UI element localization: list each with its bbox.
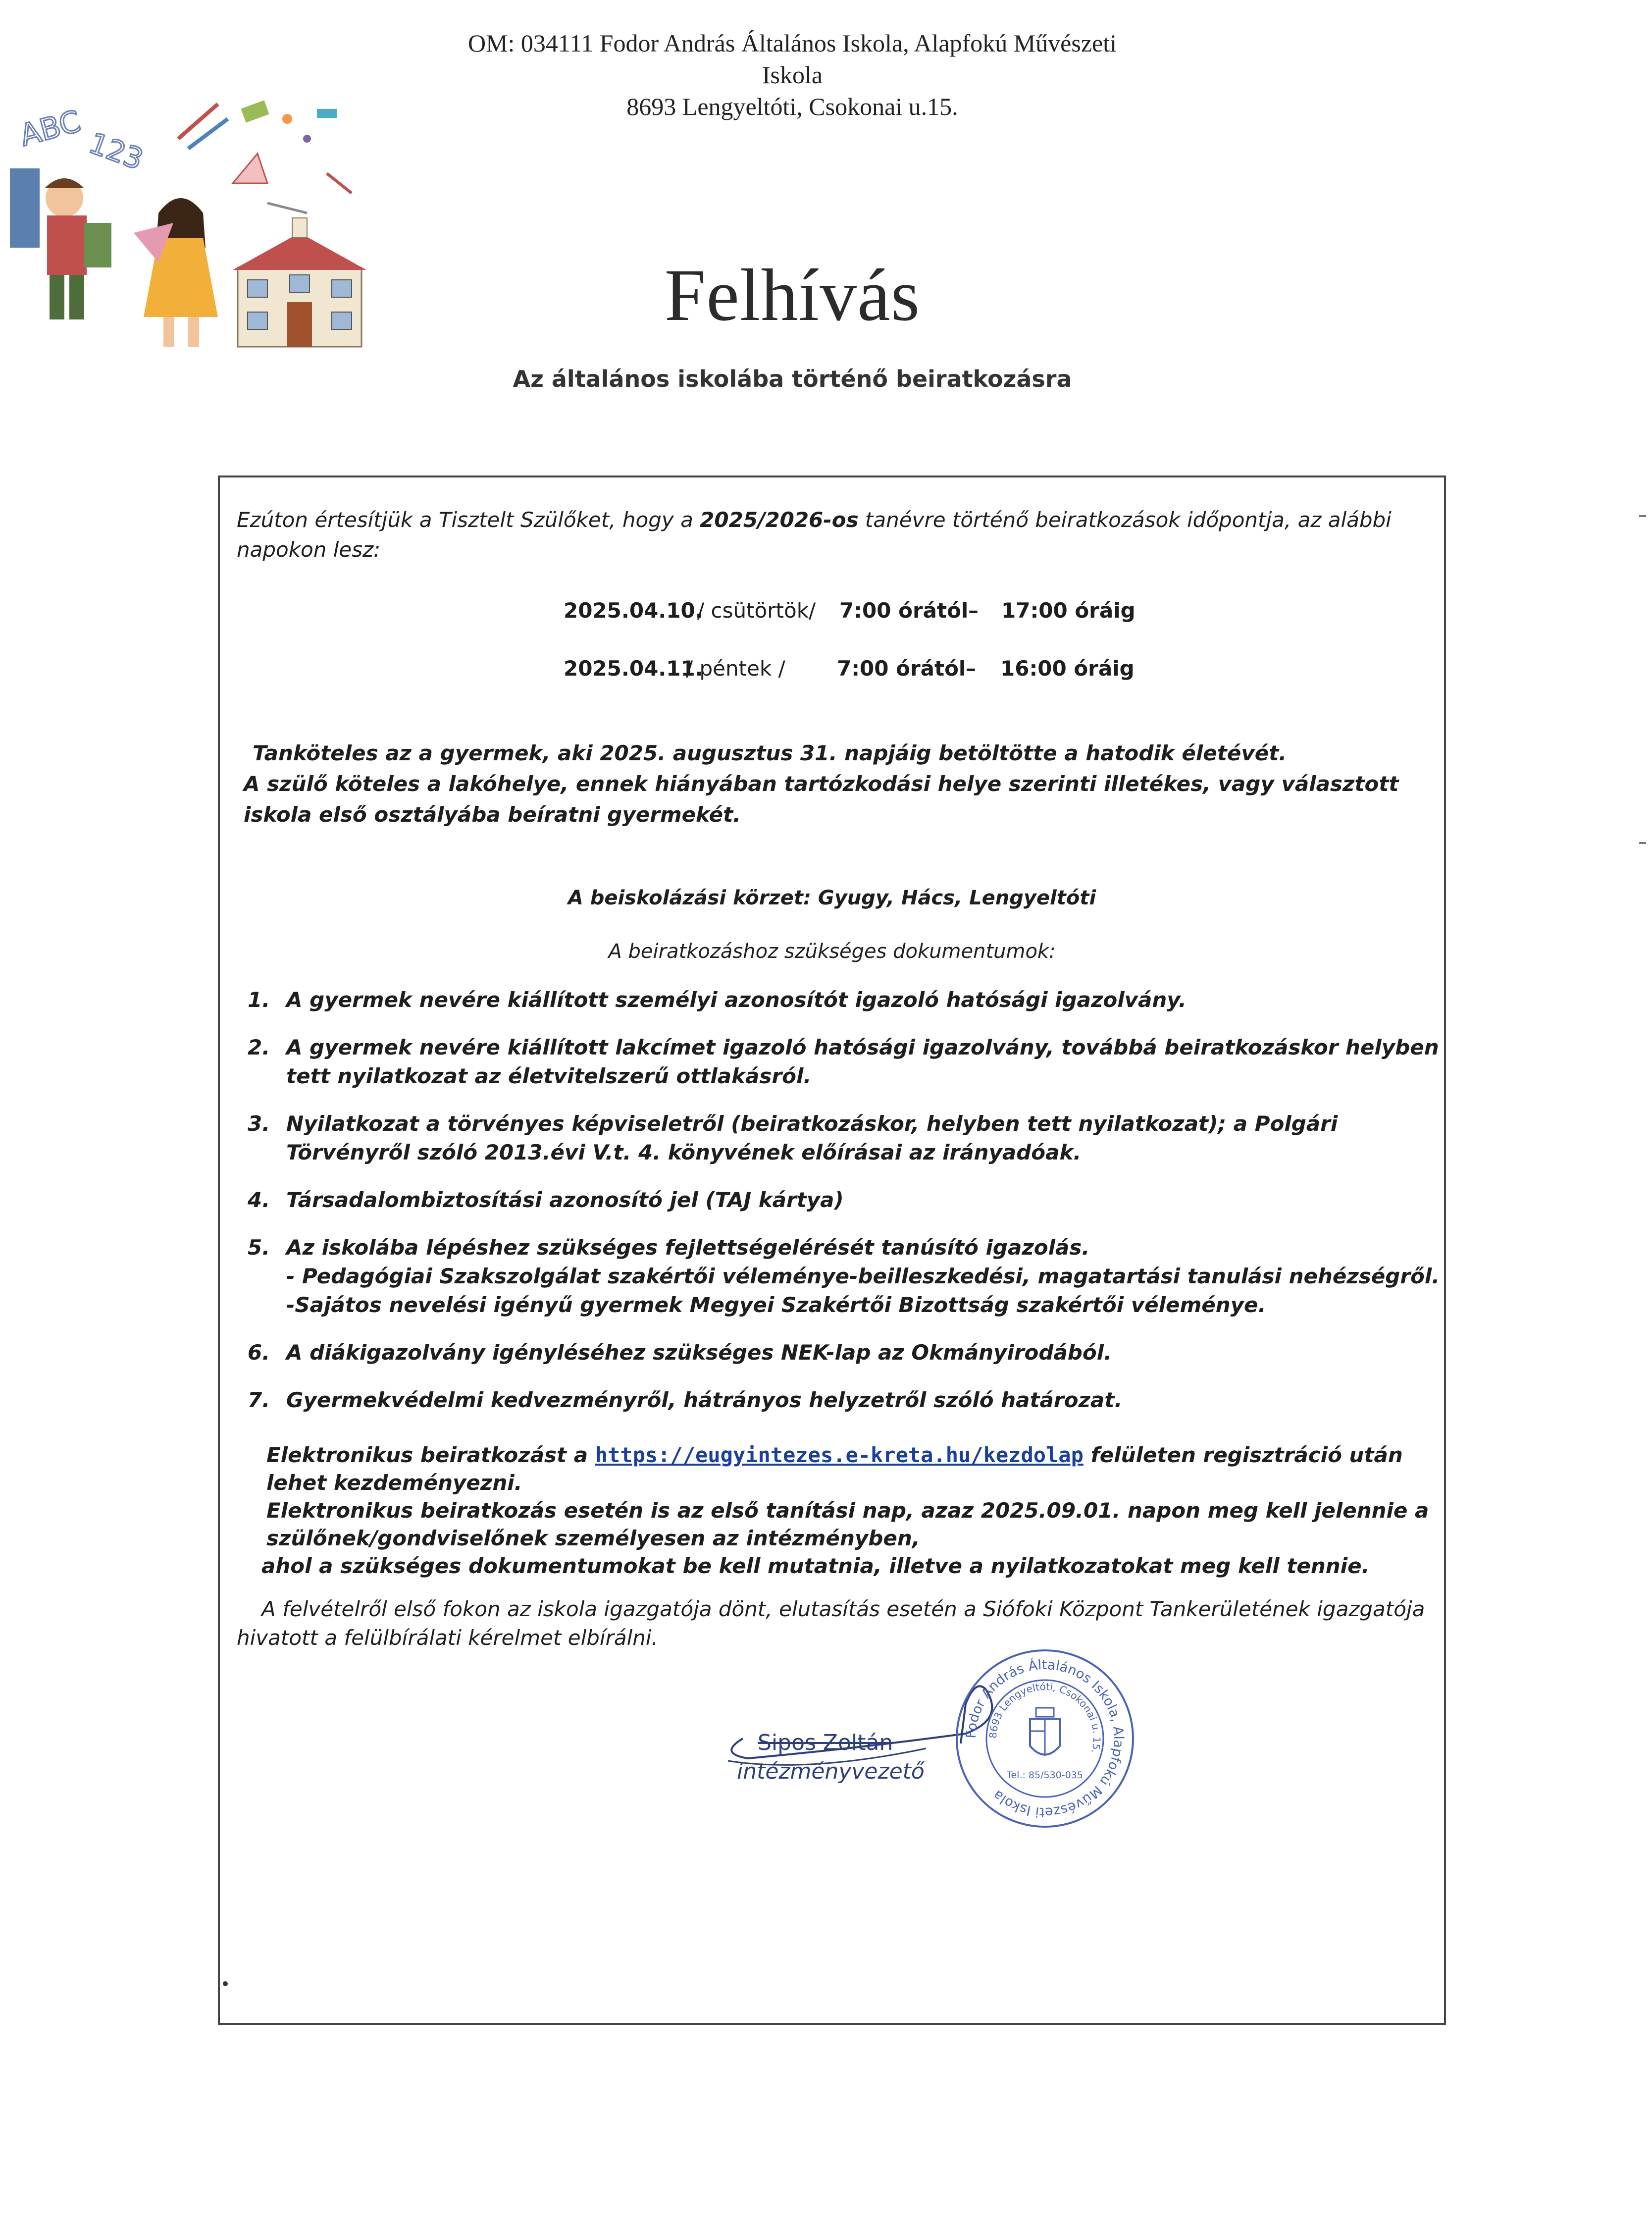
- kreta-link[interactable]: https://eugyintezes.e-kreta.hu/kezdolap: [595, 1443, 1084, 1467]
- district-line: A beiskolázási körzet: Gyugy, Hács, Lengyeltóti: [568, 887, 1096, 909]
- date-2-date: 2025.04.11.: [564, 656, 703, 681]
- stamp-outer-text: Fodor András Általános Iskola, Alapfokú Művészeti Iskola: [963, 1657, 1127, 1820]
- list-item: [248, 1186, 1446, 1215]
- list-item-number: 1.: [248, 988, 270, 1012]
- scan-mark: [1639, 515, 1646, 517]
- boy-figure-icon: [10, 168, 111, 319]
- school-header-line1: OM: 034111 Fodor András Általános Iskola, Alapfokú Művészeti Iskola: [467, 29, 1117, 89]
- electronic-enrollment-paragraph: [237, 1441, 1445, 1580]
- list-item: [248, 986, 1446, 1014]
- list-item-text: A gyermek nevére kiállított lakcímet igazoló hatósági igazolvány, továbbá beiratkozáskor helyben tett nyilatkozat az életvitelszerű ottlakásról.: [286, 1035, 1439, 1088]
- list-item-text: Az iskolába lépéshez szükséges fejlettségelérését tanúsító igazolás.: [286, 1235, 1090, 1260]
- date-1-day: / csütörtök/: [697, 598, 816, 623]
- electronic-after-link: felületen regisztráció után lehet kezdeményezni.: [266, 1443, 1403, 1495]
- list-item-number: 2.: [248, 1035, 270, 1059]
- school-illustration: [10, 84, 366, 352]
- signature-role: intézményvezető: [737, 1759, 925, 1784]
- date-1-to: 17:00 óráig: [1001, 598, 1136, 623]
- list-item-number: 6.: [248, 1340, 270, 1365]
- mandatory-line1: Tanköteles az a gyermek, aki 2025. augusztus 31. napjáig betöltötte a hatodik életévét.: [253, 741, 1287, 765]
- date-2-from: 7:00 órától: [837, 656, 966, 681]
- list-item: [248, 1033, 1446, 1091]
- date-2-day: / péntek /: [686, 656, 785, 681]
- list-item: [248, 1338, 1446, 1367]
- abc-letters: ABC: [16, 104, 84, 154]
- list-item-number: 4.: [248, 1188, 270, 1212]
- intro-before: Ezúton értesítjük a Tisztelt Szülőket, hogy a: [237, 508, 700, 532]
- list-item: [248, 1386, 1446, 1415]
- date-1-dash: –: [968, 598, 979, 623]
- list-item-subline: - Pedagógiai Szakszolgálat szakértői véleménye-beilleszkedési, magatartási tanulási nehézségről.: [286, 1264, 1440, 1288]
- page-subtitle: Az általános iskolába történő beiratkozásra: [513, 366, 1072, 392]
- date-row-2: [0, 656, 1652, 686]
- stamp-tel: Tel.: 85/530-035: [1007, 1770, 1083, 1781]
- list-item-text: A diákigazolvány igényléséhez szükséges NEK-lap az Okmányirodából.: [286, 1340, 1112, 1365]
- list-item-number: 3.: [248, 1111, 270, 1136]
- list-item: [248, 1109, 1446, 1167]
- school-stamp: [951, 1644, 1139, 1833]
- school-header-line2: 8693 Lengyeltóti, Csokonai u.15.: [626, 93, 958, 120]
- list-item: [248, 1233, 1446, 1320]
- date-1-from: 7:00 órától: [839, 598, 969, 623]
- coat-of-arms-icon: [1030, 1708, 1060, 1756]
- decision-paragraph: [237, 1595, 1445, 1652]
- girl-figure-icon: [134, 198, 218, 347]
- scan-mark: [223, 1981, 228, 1986]
- scan-mark: [1639, 842, 1646, 844]
- school-supplies-icon: [178, 100, 352, 213]
- list-item-subline: -Sajátos nevelési igényű gyermek Megyei Szakértői Bizottság szakértői véleménye.: [286, 1293, 1266, 1317]
- page-title: Felhívás: [664, 254, 921, 336]
- school-header: [446, 27, 1139, 122]
- mandatory-line2: A szülő köteles a lakóhelye, ennek hiányában tartózkodási helye szerinti illetékes, vagy választott iskola első osztályába beíratni gyermekét.: [244, 772, 1399, 827]
- intro-paragraph: [237, 505, 1445, 565]
- documents-heading: A beiratkozáshoz szükséges dokumentumok:: [608, 940, 1056, 963]
- mandatory-schooling-paragraph: [238, 738, 1446, 830]
- list-item-number: 5.: [248, 1235, 270, 1260]
- documents-list: [248, 986, 1446, 1433]
- date-row-1: [0, 598, 1652, 628]
- list-item-text: A gyermek nevére kiállított személyi azonosítót igazoló hatósági igazolvány.: [286, 988, 1187, 1012]
- date-2-dash: –: [966, 656, 976, 681]
- numbers-123: 123: [84, 126, 148, 177]
- electronic-before-link: Elektronikus beiratkozást a: [266, 1443, 595, 1467]
- stamp-inner-text: 8693 Lengyeltóti, Csokonai u. 15.: [986, 1680, 1103, 1755]
- school-building-icon: [233, 218, 366, 347]
- electronic-line3: ahol a szükséges dokumentumokat be kell mutatnia, illetve a nyilatkozatokat meg kell tennie.: [261, 1554, 1370, 1578]
- list-item-number: 7.: [248, 1388, 270, 1412]
- signature-block: [728, 1729, 985, 1786]
- decision-text: A felvételről első fokon az iskola igazgatója dönt, elutasítás esetén a Siófoki Központ Tankerületének igazgatója hivatott a felülbírálati kérelmet elbírálni.: [237, 1597, 1425, 1650]
- list-item-text: Társadalombiztosítási azonosító jel (TAJ kártya): [286, 1188, 844, 1212]
- electronic-line2: Elektronikus beiratkozás esetén is az első tanítási nap, azaz 2025.09.01. napon meg kell jelennie a szülőnek/gondviselőnek személyesen az intézményben,: [266, 1498, 1429, 1550]
- list-item-text: Nyilatkozat a törvényes képviseletről (beiratkozáskor, helyben tett nyilatkozat); a Polgári Törvényről szóló 2013.évi V.t. 4. könyvének előírásai az irányadóak.: [286, 1111, 1338, 1164]
- intro-year: 2025/2026-os: [700, 508, 859, 532]
- list-item-text: Gyermekvédelmi kedvezményről, hátrányos helyzetről szóló határozat.: [286, 1388, 1123, 1412]
- intro-after: tanévre történő beiratkozások időpontja, az alábbi napokon lesz:: [237, 508, 1392, 562]
- signature-name: Sipos Zoltán: [758, 1730, 893, 1755]
- date-1-date: 2025.04.10.: [564, 598, 703, 623]
- date-2-to: 16:00 óráig: [1000, 656, 1135, 681]
- electronic-line1: [237, 1441, 1445, 1497]
